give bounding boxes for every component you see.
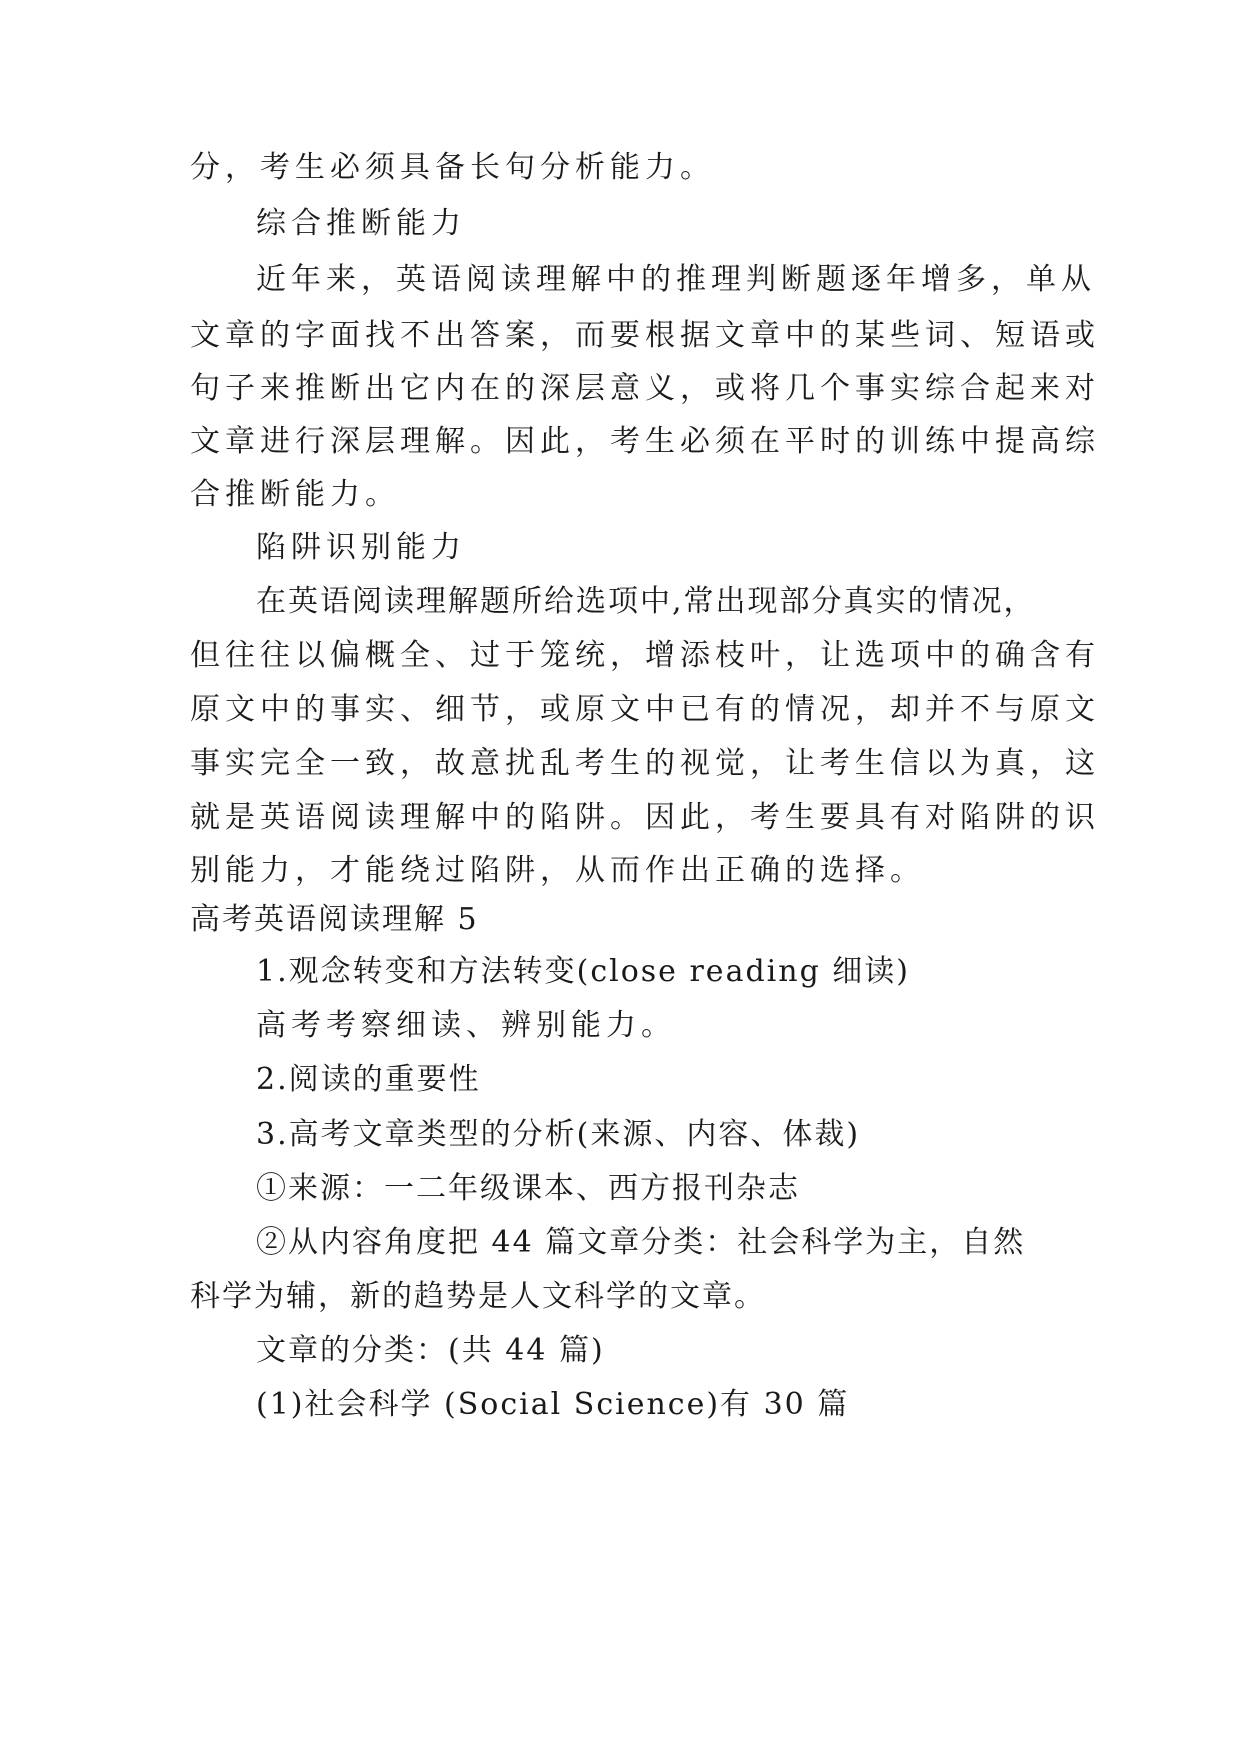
paragraph-first-line: 在英语阅读理解题所给选项中,常出现部分真实的情况， xyxy=(256,584,1036,619)
list-item: 3.高考文章类型的分析(来源、内容、体裁) xyxy=(256,1117,861,1152)
list-item: ①来源：一二年级课本、西方报刊杂志 xyxy=(256,1171,800,1206)
body-text-line: 事实完全一致，故意扰乱考生的视觉，让考生信以为真，这 xyxy=(190,746,1100,781)
body-text-line: 高考考察细读、辨别能力。 xyxy=(256,1008,676,1043)
document-title: 高考英语阅读理解 5 xyxy=(190,902,479,937)
body-text-line: 但往往以偏概全、过于笼统，增添枝叶，让选项中的确含有 xyxy=(190,638,1100,673)
list-item: 2.阅读的重要性 xyxy=(256,1062,481,1097)
body-text-line: 科学为辅，新的趋势是人文科学的文章。 xyxy=(190,1279,766,1314)
body-text-line: 就是英语阅读理解中的陷阱。因此，考生要具有对陷阱的识 xyxy=(190,800,1100,835)
body-text-line: 原文中的事实、细节，或原文中已有的情况，却并不与原文 xyxy=(190,692,1100,727)
list-item: (1)社会科学 (Social Science)有 30 篇 xyxy=(256,1387,850,1422)
body-text-line: 句子来推断出它内在的深层意义，或将几个事实综合起来对 xyxy=(190,371,1100,406)
list-item: ②从内容角度把 44 篇文章分类：社会科学为主，自然 xyxy=(256,1225,1026,1260)
body-text-line: 文章的分类：(共 44 篇) xyxy=(256,1333,605,1368)
body-text-line: 分，考生必须具备长句分析能力。 xyxy=(190,150,715,185)
body-text-line: 文章的字面找不出答案，而要根据文章中的某些词、短语或 xyxy=(190,318,1100,353)
paragraph-first-line: 近年来，英语阅读理解中的推理判断题逐年增多，单从 xyxy=(256,262,1096,297)
body-text-line: 合推断能力。 xyxy=(190,477,400,512)
section-heading: 陷阱识别能力 xyxy=(256,530,466,565)
body-text-line: 别能力，才能绕过陷阱，从而作出正确的选择。 xyxy=(190,853,925,888)
body-text-line: 文章进行深层理解。因此，考生必须在平时的训练中提高综 xyxy=(190,424,1100,459)
section-heading: 综合推断能力 xyxy=(256,206,466,241)
list-item: 1.观念转变和方法转变(close reading 细读) xyxy=(256,954,911,989)
